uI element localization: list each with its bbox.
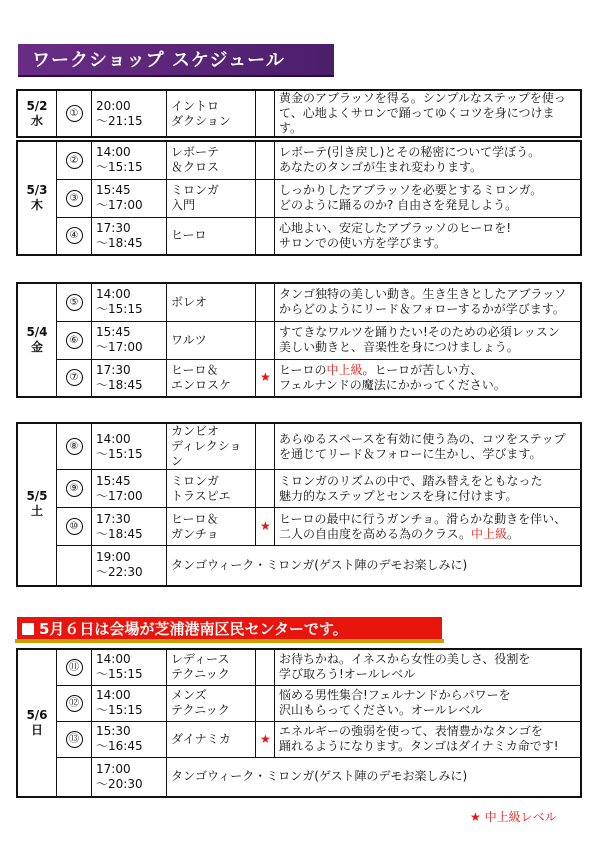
schedule-day-5-3 bbox=[16, 140, 582, 256]
session-description: 心地よい、安定したアブラッソのヒーロを! サロンでの使い方を学びます。 bbox=[275, 217, 582, 255]
session-description: ヒーロの中上級。ヒーロが苦しい方、 フェルナンドの魔法にかかってください。 bbox=[275, 359, 582, 397]
session-title: レディース テクニック bbox=[167, 649, 256, 685]
table-row bbox=[17, 179, 581, 217]
star-icon bbox=[256, 141, 275, 179]
table-row bbox=[17, 359, 581, 397]
milonga-title: タンゴウィーク・ミロンガ(ゲスト陣のデモお楽しみに) bbox=[167, 546, 582, 586]
milonga-title: タンゴウィーク・ミロンガ(ゲスト陣のデモお楽しみに) bbox=[167, 757, 582, 797]
star-icon bbox=[256, 685, 275, 721]
table-row bbox=[17, 283, 581, 321]
table-row bbox=[17, 217, 581, 255]
session-number: ⑤ bbox=[57, 283, 92, 321]
session-title: ワルツ bbox=[167, 321, 256, 359]
session-title: ヒーロ＆ ガンチョ bbox=[167, 508, 256, 546]
table-row bbox=[17, 470, 581, 508]
schedule-day-5-4 bbox=[16, 282, 582, 398]
schedule-day-5-5 bbox=[16, 422, 582, 587]
session-time: 17:30 ～18:45 bbox=[92, 217, 167, 255]
session-time: 14:00 ～15:15 bbox=[92, 283, 167, 321]
session-time: 17:30 ～18:45 bbox=[92, 508, 167, 546]
session-number: ⑩ bbox=[57, 508, 92, 546]
session-number: ① bbox=[57, 90, 92, 137]
session-description: すてきなワルツを踊りたい!そのための必須レッスン 美しい動きと、音楽性を身につけましょう。 bbox=[275, 321, 582, 359]
session-number: ⑨ bbox=[57, 470, 92, 508]
session-description: タンゴ独特の美しい動き。生き生きとしたアブラッソからどのようにリード＆フォローするかが学びます。 bbox=[275, 283, 582, 321]
star-icon: ★ bbox=[256, 508, 275, 546]
star-icon: ★ bbox=[256, 359, 275, 397]
table-row bbox=[17, 649, 581, 685]
session-title: イントロ ダクション bbox=[167, 90, 256, 137]
session-number: ② bbox=[57, 141, 92, 179]
session-description: エネルギーの強弱を使って、表情豊かなタンゴを 踊れるようになります。タンゴはダイナミカ命です! bbox=[275, 721, 582, 757]
table-row bbox=[17, 423, 581, 470]
milonga-time: 19:00 ～22:30 bbox=[92, 546, 167, 586]
session-number: ⑦ bbox=[57, 359, 92, 397]
session-number: ⑪ bbox=[57, 649, 92, 685]
session-description: レボーテ(引き戻し)とその秘密について学ぼう。 あなたのタンゴが生まれ変わります。 bbox=[275, 141, 582, 179]
session-description: 黄金のアブラッソを得る。シンプルなステップを使って、心地よくサロンで踊ってゆくコツを身につけます。 bbox=[275, 90, 582, 137]
page-title: ワークショップ スケジュール bbox=[18, 44, 334, 77]
date-cell: 5/3 木 bbox=[17, 141, 57, 255]
schedule-day-5-2 bbox=[16, 89, 582, 138]
session-title: ボレオ bbox=[167, 283, 256, 321]
star-icon: ★ bbox=[470, 810, 481, 824]
advanced-level-label: 中上級 bbox=[471, 526, 508, 541]
square-icon bbox=[22, 623, 34, 635]
session-description: しっかりしたアブラッソを必要とするミロンガ。 どのように踊るのか? 自由さを発見しよう。 bbox=[275, 179, 582, 217]
session-time: 15:45 ～17:00 bbox=[92, 179, 167, 217]
session-description: あらゆるスペースを有効に使う為の、コツをステップを通じてリード＆フォローに生かし、学びます。 bbox=[275, 423, 582, 470]
session-time: 20:00 ～21:15 bbox=[92, 90, 167, 137]
table-row bbox=[17, 721, 581, 757]
session-time: 14:00 ～15:15 bbox=[92, 141, 167, 179]
level-legend bbox=[470, 808, 557, 825]
date-cell: 5/2 水 bbox=[17, 90, 57, 137]
advanced-level-label: 中上級 bbox=[326, 362, 363, 377]
date-cell: 5/6 日 bbox=[17, 649, 57, 797]
session-description: ミロンガのリズムの中で、踏み替えをともなった 魅力的なステップとセンスを身に付けます。 bbox=[275, 470, 582, 508]
star-icon bbox=[256, 283, 275, 321]
table-row bbox=[17, 685, 581, 721]
star-icon bbox=[256, 90, 275, 137]
session-number: ⑥ bbox=[57, 321, 92, 359]
milonga-time: 17:00 ～20:30 bbox=[92, 757, 167, 797]
date-cell: 5/5 土 bbox=[17, 423, 57, 586]
session-time: 14:00 ～15:15 bbox=[92, 423, 167, 470]
venue-notice-banner: 5月６日は会場が芝浦港南区民センターです。 bbox=[17, 617, 442, 641]
session-description: お待ちかね。イネスから女性の美しさ、役割を 学び取ろう!オールレベル bbox=[275, 649, 582, 685]
star-icon bbox=[256, 423, 275, 470]
table-row bbox=[17, 90, 581, 137]
session-title: カンビオ ディレクション bbox=[167, 423, 256, 470]
session-title: ミロンガ トラスピエ bbox=[167, 470, 256, 508]
session-title: ミロンガ 入門 bbox=[167, 179, 256, 217]
session-description: ヒーロの最中に行うガンチョ。滑らかな動きを伴い、 二人の自由度を高める為のクラス。中上級。 bbox=[275, 508, 582, 546]
session-time: 15:30 ～16:45 bbox=[92, 721, 167, 757]
session-number: ④ bbox=[57, 217, 92, 255]
session-title: ヒーロ bbox=[167, 217, 256, 255]
session-number: ⑬ bbox=[57, 721, 92, 757]
star-icon bbox=[256, 179, 275, 217]
star-icon: ★ bbox=[256, 721, 275, 757]
session-number: ⑫ bbox=[57, 685, 92, 721]
session-title: レボーテ ＆クロス bbox=[167, 141, 256, 179]
star-icon bbox=[256, 217, 275, 255]
session-time: 14:00 ～15:15 bbox=[92, 685, 167, 721]
session-time: 17:30 ～18:45 bbox=[92, 359, 167, 397]
table-row bbox=[17, 141, 581, 179]
star-icon bbox=[256, 470, 275, 508]
session-number: ③ bbox=[57, 179, 92, 217]
session-title: メンズ テクニック bbox=[167, 685, 256, 721]
table-row bbox=[17, 508, 581, 546]
star-icon bbox=[256, 321, 275, 359]
schedule-day-5-6 bbox=[16, 648, 582, 798]
session-time: 15:45 ～17:00 bbox=[92, 470, 167, 508]
session-title: ヒーロ＆ エンロスケ bbox=[167, 359, 256, 397]
session-title: ダイナミカ bbox=[167, 721, 256, 757]
session-description: 悩める男性集合!フェルナンドからパワーを 沢山もらってください。オールレベル bbox=[275, 685, 582, 721]
star-icon bbox=[256, 649, 275, 685]
session-time: 14:00 ～15:15 bbox=[92, 649, 167, 685]
session-number: ⑧ bbox=[57, 423, 92, 470]
table-row bbox=[17, 321, 581, 359]
session-time: 15:45 ～17:00 bbox=[92, 321, 167, 359]
legend-label: 中上級レベル bbox=[484, 810, 557, 824]
milonga-row bbox=[17, 757, 581, 797]
milonga-row bbox=[17, 546, 581, 586]
date-cell: 5/4 金 bbox=[17, 283, 57, 397]
